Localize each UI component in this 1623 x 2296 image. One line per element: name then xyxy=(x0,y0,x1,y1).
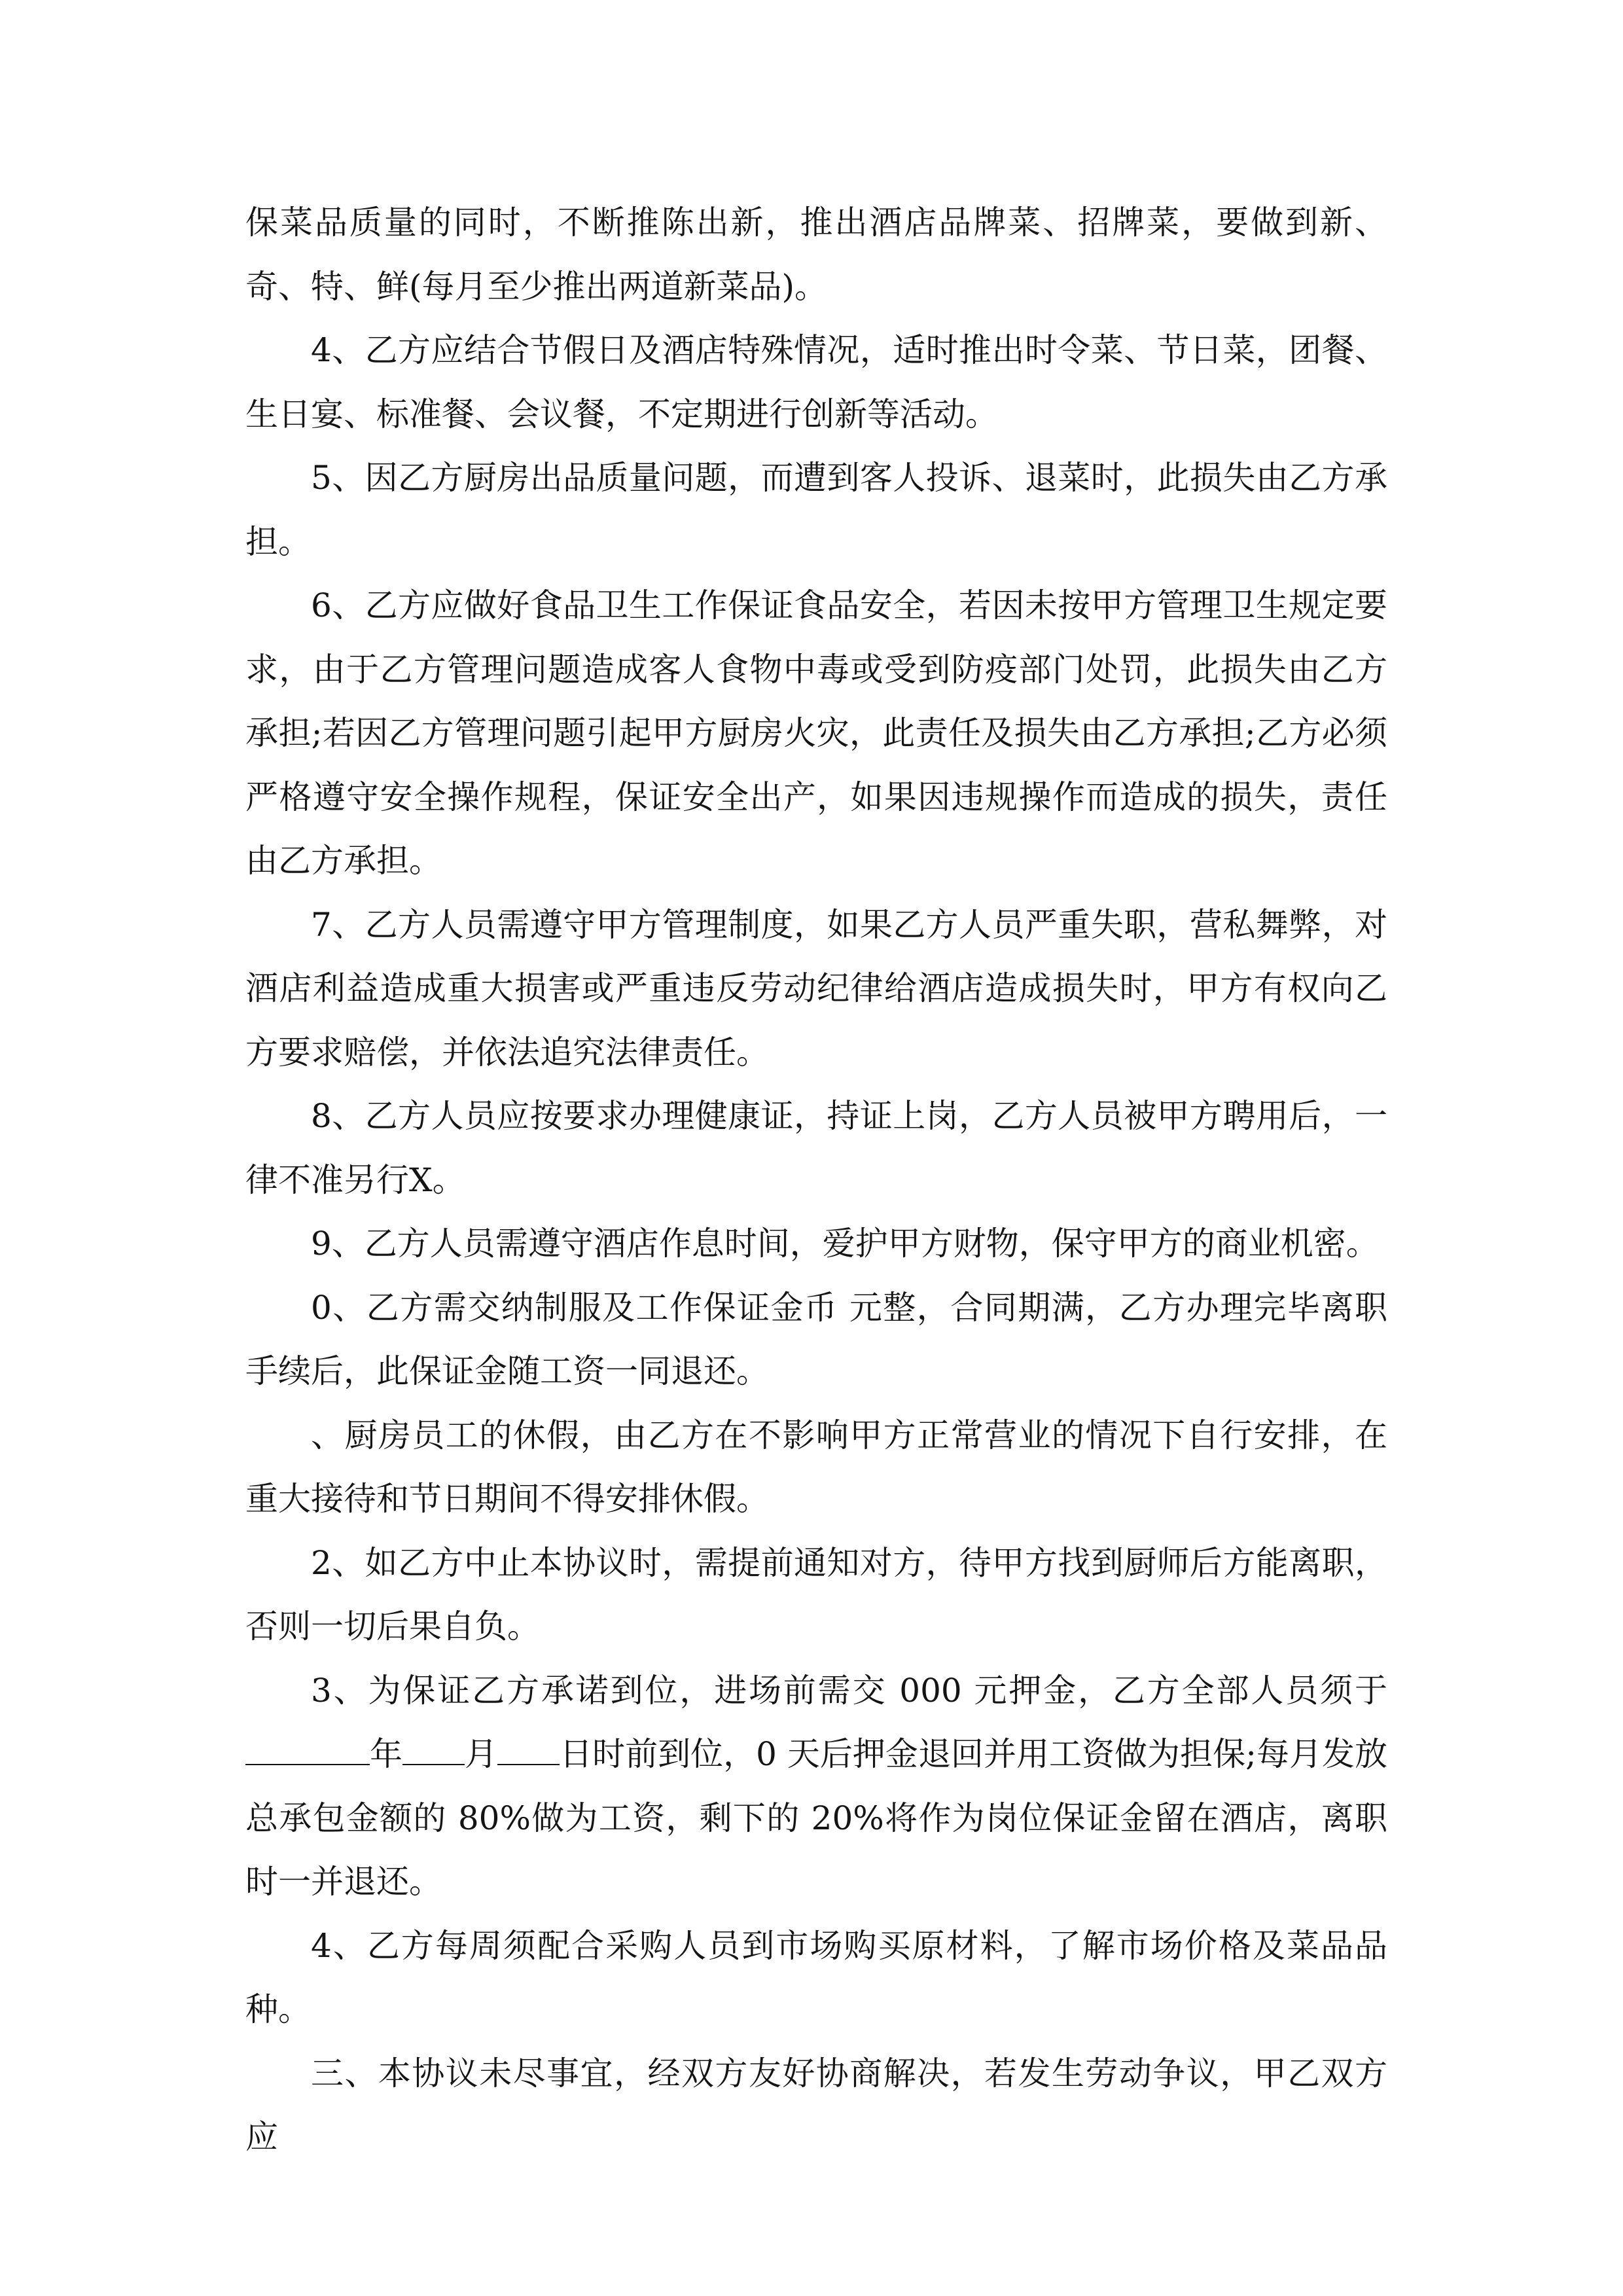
paragraph-item-11: 、厨房员工的休假，由乙方在不影响甲方正常营业的情况下自行安排，在重大接待和节日期间不得安排休假。 xyxy=(245,1416,1387,1518)
document-body xyxy=(245,191,1387,2170)
paragraph-item-13 xyxy=(245,1659,1387,1914)
paragraph-item-12: 2、如乙方中止本协议时，需提前通知对方，待甲方找到厨师后方能离职，否则一切后果自负。 xyxy=(245,1543,1387,1645)
day-label: 日 xyxy=(560,1735,593,1773)
paragraph-item-14: 4、乙方每周须配合采购人员到市场购买原材料，了解市场价格及菜品品种。 xyxy=(245,1926,1387,2028)
paragraph-item-9: 9、乙方人员需遵守酒店作息时间，爱护甲方财物，保守甲方的商业机密。 xyxy=(311,1225,1379,1263)
paragraph-section-3: 三、本协议未尽事宜，经双方友好协商解决，若发生劳动争议，甲乙双方应 xyxy=(245,2054,1387,2156)
paragraph-13-part2: 时前到位，0 天后押金退回并用工资做为担保;每月发放总承包金额的 80%做为工资，剩下的 20%将作为岗位保证金留在酒店，离职时一并退还。 xyxy=(245,1735,1387,1901)
blank-day-field xyxy=(497,1730,560,1765)
paragraph-item-8: 8、乙方人员应按要求办理健康证，持证上岗，乙方人员被甲方聘用后，一律不准另行X。 xyxy=(245,1097,1387,1199)
paragraph-item-6: 6、乙方应做好食品卫生工作保证食品安全，若因未按甲方管理卫生规定要求，由于乙方管理问题造成客人食物中毒或受到防疫部门处罚，此损失由乙方承担;若因乙方管理问题引起甲方厨房火灾，此责任及损失由乙方承担;乙方必须严格遵守安全操作规程，保证安全出产，如果因违规操作而造成的损失，责任由乙方承担。 xyxy=(245,586,1387,880)
paragraph-item-5: 5、因乙方厨房出品质量问题，而遭到客人投诉、退菜时，此损失由乙方承担。 xyxy=(245,459,1387,561)
paragraph-item-7: 7、乙方人员需遵守甲方管理制度，如果乙方人员严重失职，营私舞弊，对酒店利益造成重大损害或严重违反劳动纪律给酒店造成损失时，甲方有权向乙方要求赔偿，并依法追究法律责任。 xyxy=(245,905,1387,1071)
month-label: 月 xyxy=(465,1735,498,1773)
paragraph-item-10: 0、乙方需交纳制服及工作保证金币 元整，合同期满，乙方办理完毕离职手续后，此保证金随工资一同退还。 xyxy=(245,1288,1387,1390)
paragraph-item-4: 4、乙方应结合节假日及酒店特殊情况，适时推出时令菜、节日菜，团餐、生日宴、标准餐、会议餐，不定期进行创新等活动。 xyxy=(245,331,1387,433)
paragraph-13-part1: 3、为保证乙方承诺到位，进场前需交 000 元押金，乙方全部人员须于 xyxy=(311,1671,1387,1710)
blank-month-field xyxy=(402,1730,465,1765)
blank-year-field xyxy=(245,1730,370,1765)
year-label: 年 xyxy=(370,1735,403,1773)
paragraph-continuation: 保菜品质量的同时，不断推陈出新，推出酒店品牌菜、招牌菜，要做到新、奇、特、鲜(每月至少推出两道新菜品)。 xyxy=(245,204,1387,306)
